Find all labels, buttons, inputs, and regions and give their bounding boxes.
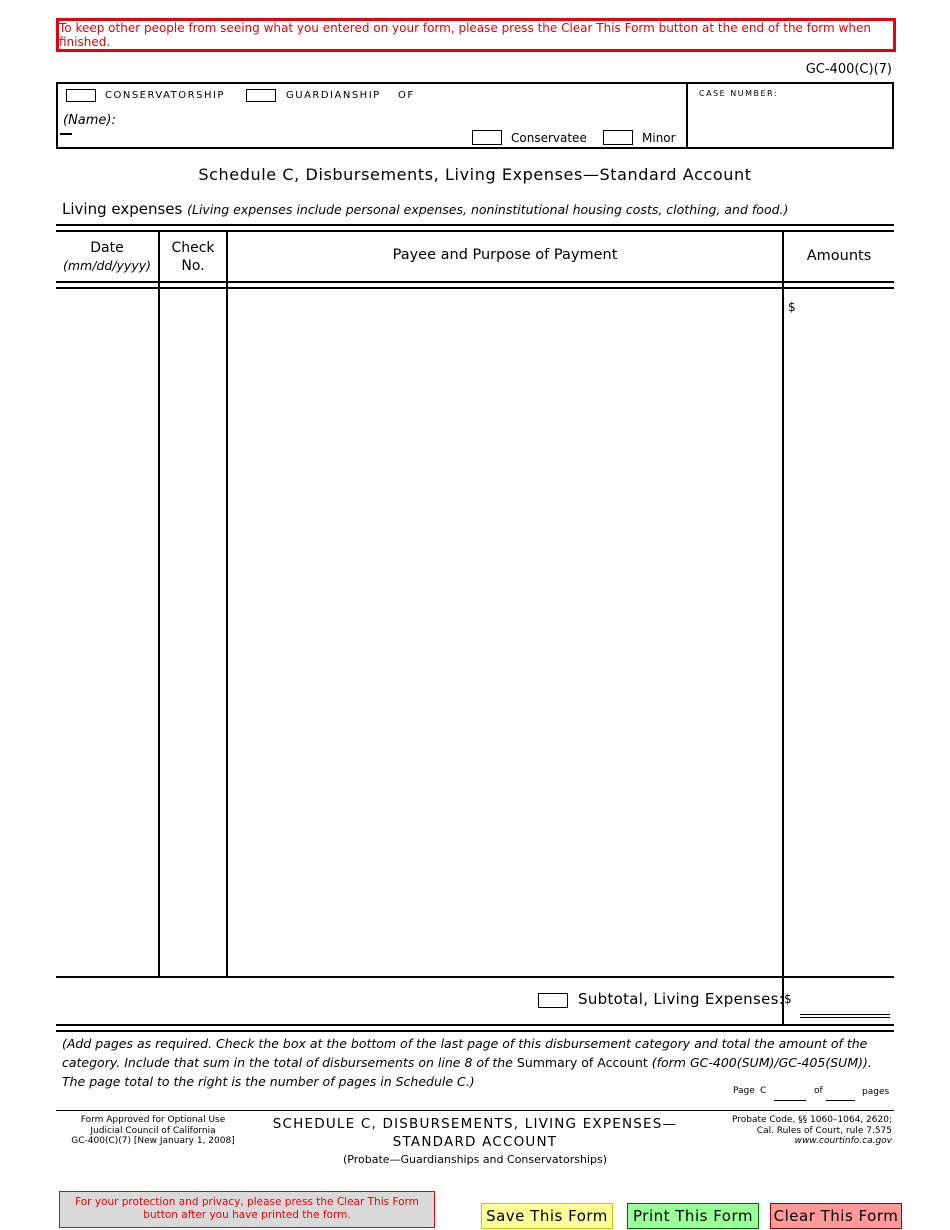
- schedule-letter: C: [760, 1086, 767, 1096]
- living-expenses-label: Living expenses: [62, 200, 183, 218]
- date-header-label: Date: [90, 240, 124, 256]
- table-top-rule-inner: [56, 230, 894, 232]
- check-header-line1: Check: [171, 240, 215, 256]
- page-number-underline: [774, 1100, 806, 1101]
- check-number-column-input[interactable]: [160, 289, 226, 975]
- subtotal-bottom-rule: [56, 1024, 894, 1026]
- amounts-currency-symbol: $: [788, 300, 796, 314]
- pages-label: pages: [862, 1087, 890, 1097]
- instructions-summary-title: Summary of Account: [516, 1055, 648, 1070]
- subtotal-label: Subtotal, Living Expenses:: [578, 990, 785, 1008]
- of-pages-label: of: [814, 1086, 823, 1096]
- minor-checkbox[interactable]: [603, 130, 633, 145]
- privacy-note: For your protection and privacy, please press the Clear This Form button after you have printed the form.: [59, 1191, 435, 1228]
- footer-right-line1: Probate Code, §§ 1060–1064, 2620;: [731, 1115, 892, 1125]
- instructions-part2: (form GC-400(SUM)/GC-405(SUM)). The page total to the right is the number of pages in Schedule C.): [62, 1055, 872, 1089]
- privacy-warning-banner: To keep other people from seeing what you entered on your form, please press the Clear This Form button at the end of the form when finished.: [56, 18, 896, 52]
- caption-divider: [686, 82, 688, 149]
- conservatee-label: Conservatee: [511, 131, 587, 145]
- total-pages-underline: [826, 1100, 855, 1101]
- amounts-header: Amounts: [806, 248, 872, 264]
- last-page-checkbox[interactable]: [538, 993, 568, 1008]
- date-column-input[interactable]: [56, 289, 158, 975]
- footer-left: [56, 1115, 250, 1147]
- minor-label: Minor: [642, 131, 676, 145]
- of-label: OF: [398, 90, 415, 101]
- guardianship-label: GUARDIANSHIP: [286, 90, 381, 101]
- instructions-text: [62, 1034, 892, 1091]
- footer-center-line1: SCHEDULE C, DISBURSEMENTS, LIVING EXPENSES—: [272, 1116, 678, 1132]
- subtotal-input[interactable]: [798, 990, 890, 1012]
- living-expenses-note: (Living expenses include personal expenses, noninstitutional housing costs, clothing, and food.): [187, 202, 789, 217]
- name-label: (Name):: [63, 113, 116, 128]
- total-pages-input[interactable]: [826, 1084, 855, 1099]
- footer-right: [700, 1115, 892, 1147]
- subtotal-bottom-rule-inner: [56, 1030, 894, 1032]
- footer-center-line2: STANDARD ACCOUNT: [392, 1134, 558, 1150]
- check-header-line2: No.: [181, 258, 205, 274]
- case-number-label: CASE NUMBER:: [699, 89, 779, 98]
- table-top-rule: [56, 224, 894, 226]
- subtotal-underline-1: [800, 1014, 890, 1015]
- footer-rule: [56, 1110, 894, 1111]
- subtotal-underline-2: [800, 1017, 890, 1018]
- name-input[interactable]: [96, 112, 676, 134]
- conservatorship-label: CONSERVATORSHIP: [105, 90, 225, 101]
- subtotal-currency-symbol: $: [784, 992, 792, 1006]
- footer-left-line2: Judicial Council of California: [90, 1125, 216, 1136]
- instructions-part1: (Add pages as required. Check the box at the bottom of the last page of this disbursement category and total the amount of the category. Include that sum in the total of disbursements on line 8 of the: [62, 1036, 868, 1070]
- page-title: Schedule C, Disbursements, Living Expenses—Standard Account: [198, 165, 752, 184]
- living-expenses-heading: [62, 200, 788, 218]
- conservatorship-checkbox[interactable]: [66, 89, 96, 102]
- form-number: GC-400(C)(7): [805, 62, 892, 77]
- payee-column-input[interactable]: [228, 289, 782, 975]
- footer-right-line2: Cal. Rules of Court, rule 7.575: [756, 1125, 892, 1136]
- print-form-button[interactable]: Print This Form: [627, 1203, 759, 1229]
- date-format-label: (mm/dd/yyyy): [63, 258, 151, 273]
- footer-right-line3: www.courtinfo.ca.gov: [794, 1136, 892, 1146]
- name-field-marker: [60, 133, 72, 135]
- footer-left-line3: GC-400(C)(7) [New January 1, 2008]: [71, 1136, 235, 1146]
- page-number-input[interactable]: [774, 1084, 806, 1099]
- case-number-input[interactable]: [692, 102, 888, 144]
- header-bottom-rule: [56, 281, 894, 283]
- footer-center-line3: (Probate—Guardianships and Conservatorships): [342, 1153, 607, 1166]
- check-no-header: [160, 239, 226, 275]
- footer-center: [250, 1115, 700, 1169]
- clear-form-button[interactable]: Clear This Form: [770, 1203, 902, 1229]
- footer-left-line1: Form Approved for Optional Use: [80, 1115, 226, 1125]
- payee-header: Payee and Purpose of Payment: [392, 247, 618, 263]
- guardianship-checkbox[interactable]: [246, 89, 276, 102]
- amounts-column-input[interactable]: [784, 289, 894, 975]
- page-count-label: Page: [733, 1086, 755, 1096]
- save-form-button[interactable]: Save This Form: [481, 1203, 613, 1229]
- date-header: [56, 240, 158, 274]
- conservatee-checkbox[interactable]: [472, 130, 502, 145]
- table-bottom-rule: [56, 976, 894, 978]
